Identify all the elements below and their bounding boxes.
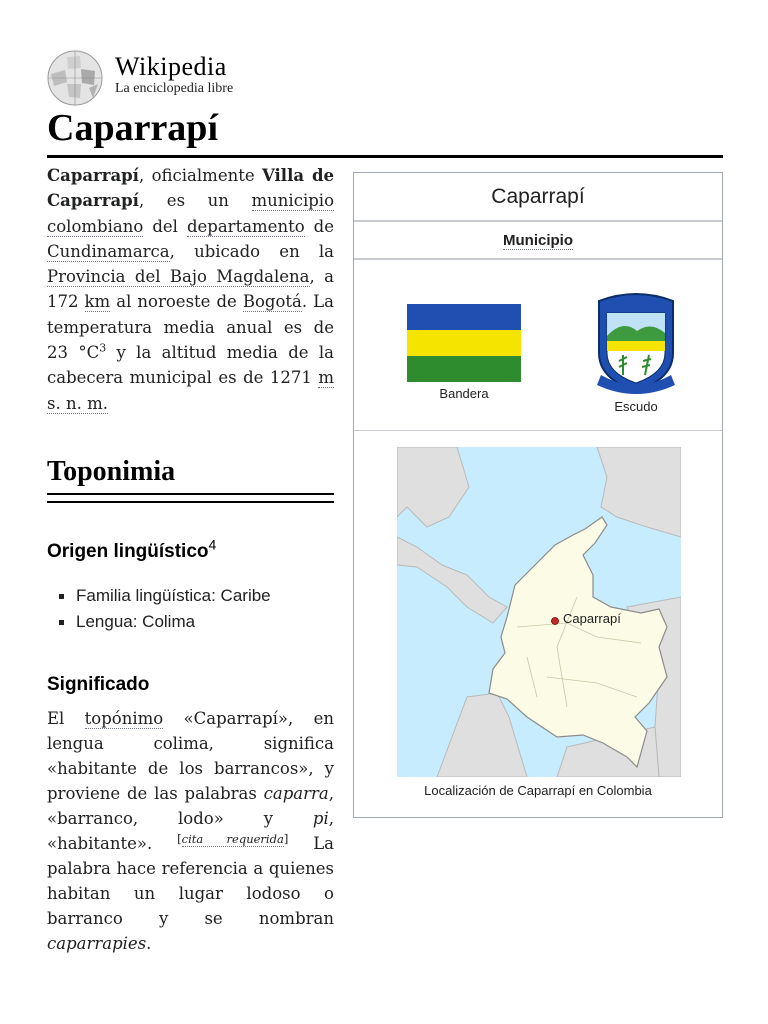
list-item: Familia lingüística: Caribe — [47, 583, 271, 609]
paragraph-text: . — [146, 934, 152, 953]
term-caparra: caparra — [263, 784, 329, 803]
lead-paragraph — [47, 163, 334, 416]
site-name: Wikipedia — [115, 52, 227, 81]
wikipedia-globe-logo[interactable] — [45, 48, 105, 108]
site-tagline: La enciclopedia libre — [115, 81, 234, 96]
infobox-divider — [354, 258, 722, 260]
location-map[interactable] — [397, 447, 681, 777]
paragraph-text: «Caparrapí», en lengua colima, significa «habitante de los barrancos», y proviene de las palabras — [47, 709, 334, 803]
shield-caption: Escudo — [614, 399, 658, 414]
section-heading-toponimia: Toponimia — [47, 456, 176, 487]
page-title: Caparrapí — [47, 107, 218, 149]
lead-text: , es un — [138, 191, 252, 211]
link-provincia-bajo-magdalena[interactable]: Provincia del Bajo Magdalena — [47, 267, 310, 287]
coat-of-arms-image[interactable] — [593, 291, 679, 397]
link-departamento[interactable]: departamento — [186, 216, 305, 236]
reference-4[interactable]: 4 — [208, 536, 217, 553]
map-location-label: Caparrapí — [563, 611, 621, 626]
reference-3[interactable]: 3 — [99, 341, 107, 355]
subheading-origen-linguistico — [47, 536, 217, 563]
lead-text: de — [304, 216, 334, 236]
lead-official-name: Villa de Caparrapí — [47, 166, 334, 211]
subheading-text: Origen lingüístico — [47, 541, 209, 562]
lead-name: Caparrapí — [47, 166, 139, 185]
paragraph-text: , «habitante». — [47, 809, 334, 853]
citation-needed[interactable]: [cita requerida] — [177, 831, 289, 846]
section-divider — [47, 493, 334, 495]
flag-stripe-top — [407, 304, 521, 330]
infobox — [353, 172, 723, 818]
significado-paragraph — [47, 706, 334, 956]
lead-text: . La temperatura media anual es de 23 °C — [47, 292, 334, 363]
lead-text: del — [143, 216, 187, 236]
link-bogota[interactable]: Bogotá — [242, 292, 302, 312]
section-divider — [47, 501, 334, 503]
paragraph-text: , «barranco, lodo» y — [47, 784, 334, 828]
infobox-divider — [354, 220, 722, 222]
link-cundinamarca[interactable]: Cundinamarca — [47, 241, 170, 261]
lead-text: , ubicado en la — [169, 241, 334, 261]
lead-text: al noroeste de — [110, 292, 243, 312]
paragraph-text: La palabra hace referencia a quienes habitan un lugar lodoso o barranco y se nombran — [47, 834, 334, 928]
paragraph-text: El — [47, 709, 85, 728]
infobox-divider — [354, 430, 722, 431]
citation-needed-link[interactable]: cita requerida — [181, 831, 284, 846]
site-header — [45, 48, 275, 108]
link-msnm[interactable]: m s. n. m. — [47, 368, 334, 413]
subheading-significado: Significado — [47, 674, 150, 695]
lead-text: y la altitud media de la cabecera municipal es de 1271 — [47, 343, 334, 388]
map-caption: Localización de Caparrapí en Colombia — [424, 783, 652, 798]
flag-image[interactable] — [407, 304, 521, 382]
flag-caption: Bandera — [439, 386, 489, 401]
lead-text: , oficialmente — [138, 166, 263, 185]
flag-stripe-middle — [407, 330, 521, 356]
lead-text: , a 172 — [47, 267, 334, 312]
title-divider — [47, 155, 723, 158]
list-item: Lengua: Colima — [47, 609, 271, 635]
infobox-subtitle — [354, 223, 722, 259]
origin-list — [47, 583, 271, 635]
link-toponimo[interactable]: topónimo — [84, 709, 164, 728]
infobox-title: Caparrapí — [491, 185, 585, 208]
link-municipio[interactable]: Municipio — [503, 232, 573, 249]
link-municipio-colombiano[interactable]: municipio colombiano — [47, 191, 334, 236]
link-km[interactable]: km — [84, 292, 111, 312]
term-pi: pi — [312, 809, 329, 828]
term-caparrapies: caparrapies — [47, 934, 147, 953]
flag-stripe-bottom — [407, 356, 521, 382]
